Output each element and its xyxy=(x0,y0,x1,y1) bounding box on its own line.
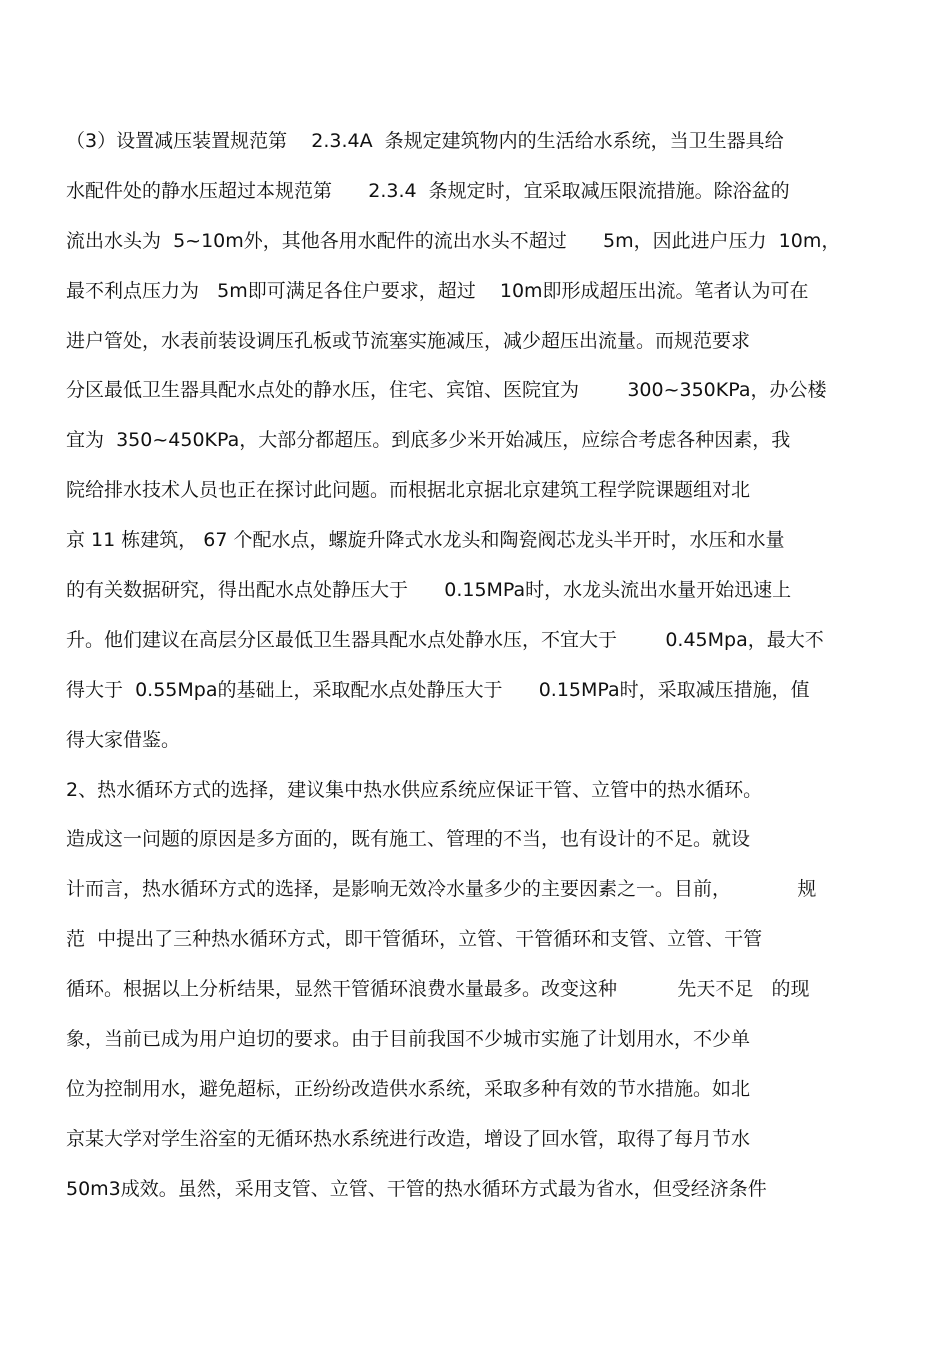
text-line: 造成这一问题的原因是多方面的，既有施工、管理的不当，也有设计的不足。就设 xyxy=(66,828,751,851)
text-line: 院给排水技术人员也正在探讨此问题。而根据北京据北京建筑工程学院课题组对北 xyxy=(66,479,751,502)
body-text xyxy=(66,124,896,1222)
text-line: 50m3成效。虽然，采用支管、立管、干管的热水循环方式最为省水，但受经济条件 xyxy=(66,1177,767,1200)
text-line: 升。他们建议在高层分区最低卫生器具配水点处静水压，不宜大于 0.45Mpa，最大不 xyxy=(66,628,824,651)
text-line: 宜为 350~450KPa，大部分都超压。到底多少米开始减压，应综合考虑各种因素，我 xyxy=(66,429,791,452)
text-line: 计而言，热水循环方式的选择，是影响无效冷水量多少的主要因素之一。目前， 规 xyxy=(66,878,817,901)
text-line: 范 中提出了三种热水循环方式，即干管循环，立管、干管循环和支管、立管、干管 xyxy=(66,928,763,951)
text-line: 京 11 栋建筑， 67 个配水点，螺旋升降式水龙头和陶瓷阀芯龙头半开时，水压和水量 xyxy=(66,529,785,552)
text-line: 的有关数据研究，得出配水点处静压大于 0.15MPa时，水龙头流出水量开始迅速上 xyxy=(66,579,792,602)
text-line: （3）设置减压装置规范第 2.3.4A 条规定建筑物内的生活给水系统，当卫生器具给 xyxy=(66,130,784,152)
text-line: 流出水头为 5~10m外，其他各用水配件的流出水头不超过 5m，因此进户压力 10m， xyxy=(66,229,841,252)
section-heading-line: 2、热水循环方式的选择，建议集中热水供应系统应保证干管、立管中的热水循环。 xyxy=(66,778,763,801)
text-line: 最不利点压力为 5m即可满足各住户要求，超过 10m即形成超压出流。笔者认为可在 xyxy=(66,279,809,302)
text-line: 得大于 0.55Mpa的基础上，采取配水点处静压大于 0.15MPa时，采取减压措施，值 xyxy=(66,678,810,701)
text-line: 京某大学对学生浴室的无循环热水系统进行改造，增设了回水管，取得了每月节水 xyxy=(66,1127,751,1150)
text-line: 循环。根据以上分析结果，显然干管循环浪费水量最多。改变这种 先天不足 的现 xyxy=(66,978,810,1001)
text-line: 进户管处，水表前装设调压孔板或节流塞实施减压，减少超压出流量。而规范要求 xyxy=(66,329,751,352)
text-line: 象，当前已成为用户迫切的要求。由于目前我国不少城市实施了计划用水，不少单 xyxy=(66,1028,751,1051)
text-line: 水配件处的静水压超过本规范第 2.3.4 条规定时，宜采取减压限流措施。除浴盆的 xyxy=(66,179,790,202)
text-line: 分区最低卫生器具配水点处的静水压，住宅、宾馆、医院宜为 300~350KPa，办公楼 xyxy=(66,379,827,402)
text-line: 位为控制用水，避免超标，正纷纷改造供水系统，采取多种有效的节水措施。如北 xyxy=(66,1077,751,1100)
text-line: 得大家借鉴。 xyxy=(66,728,181,751)
